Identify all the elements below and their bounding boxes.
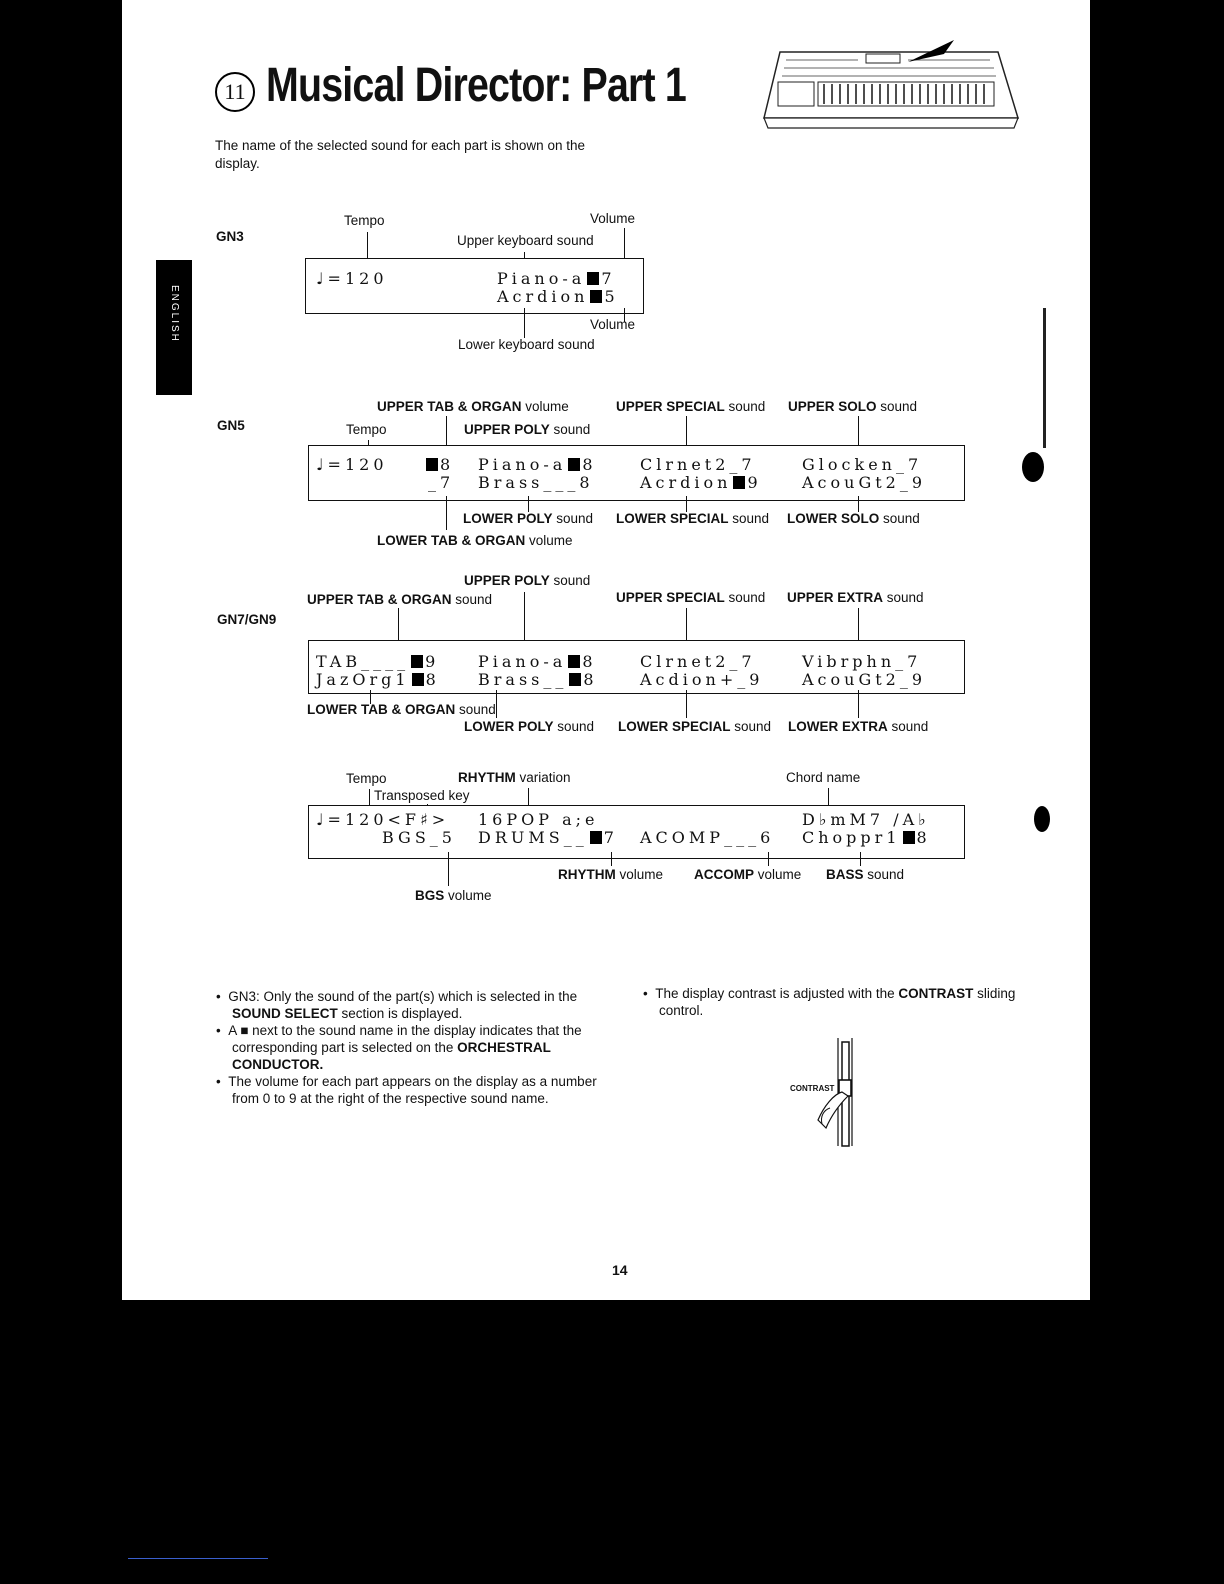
lcd-rhythm-variation: 16POP a;e	[478, 810, 599, 829]
selected-marker	[587, 272, 599, 285]
label-upper-extra-sound: UPPER EXTRA sound	[787, 590, 924, 605]
lcd-tab-volume: _7	[428, 473, 455, 492]
label-accomp-volume: ACCOMP volume	[694, 867, 802, 882]
language-side-tab	[156, 260, 192, 395]
label-upper-tab-organ-volume: UPPER TAB & ORGAN volume	[377, 399, 569, 414]
label-chord-name: Chord name	[786, 770, 861, 785]
binding-hole	[1022, 452, 1044, 482]
label-upper-solo-sound: UPPER SOLO sound	[788, 399, 918, 414]
lcd-special-sound: Clrnet2_7	[640, 455, 756, 474]
selected-marker	[568, 458, 580, 471]
label-volume: Volume	[590, 211, 636, 226]
lcd-special-sound: Acdion+_9	[640, 670, 764, 689]
note-item: • The display contrast is adjusted with the CONTRAST sliding control.	[643, 986, 1016, 1018]
lcd-extra-sound: AcouGt2_9	[802, 670, 927, 689]
label-tempo: Tempo	[344, 213, 385, 228]
lcd-sound: Acrdion 5	[497, 287, 619, 306]
keyboard-illustration	[758, 38, 1024, 130]
selected-marker	[733, 476, 745, 489]
lcd-solo-sound: AcouGt2_9	[802, 473, 927, 492]
label-lower-keyboard-sound: Lower keyboard sound	[458, 337, 595, 352]
binding-mark	[1043, 308, 1046, 448]
note-item: • The volume for each part appears on the display as a number from 0 to 9 at the right of the respective sound name.	[216, 1074, 597, 1106]
lcd-tempo-transpose: ♩=120<F♯>	[316, 810, 450, 829]
selected-marker	[411, 655, 423, 668]
selected-marker	[590, 831, 602, 844]
leader-line	[860, 852, 861, 866]
leader-line	[528, 496, 529, 512]
note-item: • A ■ next to the sound name in the display indicates that the corresponding part is selected on the ORCHESTRAL CONDUCTOR.	[216, 1023, 582, 1072]
label-tempo: Tempo	[346, 422, 387, 437]
label-lower-poly-sound: LOWER POLY sound	[463, 511, 594, 526]
side-tab-label: ENGLISH	[169, 285, 180, 343]
label-volume: Volume	[590, 317, 636, 332]
model-gn5: GN5	[217, 418, 245, 433]
lcd-sound: Piano-a 7	[497, 269, 616, 288]
page-number: 14	[612, 1262, 628, 1278]
leader-line	[624, 228, 625, 260]
label-lower-tab-organ-sound: LOWER TAB & ORGAN sound	[307, 702, 496, 717]
label-lower-special-sound: LOWER SPECIAL sound	[618, 719, 772, 734]
label-transposed-key: Transposed key	[374, 788, 470, 803]
lcd-bgs-volume: BGS_5	[382, 828, 456, 847]
label-lower-extra-sound: LOWER EXTRA sound	[788, 719, 929, 734]
lcd-poly-sound: Piano-a 8	[478, 652, 597, 671]
lcd-poly-sound: Brass___8	[478, 473, 594, 492]
label-lower-poly-sound: LOWER POLY sound	[464, 719, 595, 734]
label-bgs-volume: BGS volume	[415, 888, 492, 903]
selected-marker	[412, 673, 424, 686]
notes-right	[643, 985, 1035, 1019]
lcd-tempo: ♩=120	[316, 269, 388, 288]
label-lower-special-sound: LOWER SPECIAL sound	[616, 511, 770, 526]
label-lower-tab-organ-volume: LOWER TAB & ORGAN volume	[377, 533, 573, 548]
label-lower-solo-sound: LOWER SOLO sound	[787, 511, 920, 526]
label-upper-special-sound: UPPER SPECIAL sound	[616, 399, 766, 414]
lcd-poly-sound: Piano-a 8	[478, 455, 597, 474]
selected-marker	[568, 655, 580, 668]
selected-marker	[569, 673, 581, 686]
label-upper-poly-sound: UPPER POLY sound	[464, 573, 591, 588]
lcd-bass-sound: Choppr1 8	[802, 828, 931, 847]
lcd-chord-name: D♭mM7 /A♭	[802, 810, 930, 829]
label-upper-tab-organ-sound: UPPER TAB & ORGAN sound	[307, 592, 493, 607]
lcd-extra-sound: Vibrphn_7	[802, 652, 922, 671]
contrast-slider-illustration	[814, 1036, 864, 1148]
label-rhythm-variation: RHYTHM variation	[458, 770, 571, 785]
lcd-special-sound: Clrnet2_7	[640, 652, 756, 671]
lcd-tab-sound: TAB____ 9	[316, 652, 440, 671]
label-bass-sound: BASS sound	[826, 867, 905, 882]
notes-left	[216, 988, 606, 1107]
manual-page	[122, 0, 1090, 1300]
intro-text: The name of the selected sound for each part is shown on the display.	[215, 138, 585, 171]
selected-marker	[903, 831, 915, 844]
footer-link-line	[128, 1558, 268, 1559]
lcd-tempo: ♩=120	[316, 455, 388, 474]
leader-line	[686, 496, 687, 512]
lcd-solo-sound: Glocken_7	[802, 455, 923, 474]
leader-line	[686, 690, 687, 718]
lcd-tab-sound: JazOrg1 8	[316, 670, 440, 689]
leader-line	[858, 496, 859, 512]
page-title: Musical Director: Part 1	[266, 59, 686, 112]
label-upper-special-sound: UPPER SPECIAL sound	[616, 590, 766, 605]
model-gn3: GN3	[216, 229, 244, 244]
leader-line	[496, 690, 497, 718]
lcd-poly-sound: Brass__ 8	[478, 670, 598, 689]
contrast-label: CONTRAST	[790, 1084, 835, 1093]
label-upper-poly-sound: UPPER POLY sound	[464, 422, 591, 437]
note-item: • GN3: Only the sound of the part(s) which is selected in the SOUND SELECT section is displayed.	[216, 989, 578, 1021]
lcd-special-sound: Acrdion 9	[640, 473, 762, 492]
selected-marker	[590, 290, 602, 303]
label-tempo: Tempo	[346, 771, 387, 786]
lcd-tab-volume: 8	[424, 455, 454, 474]
label-upper-keyboard-sound: Upper keyboard sound	[457, 233, 594, 248]
leader-line	[448, 852, 449, 886]
lcd-accomp: ACOMP___6	[640, 828, 775, 847]
leader-line	[446, 496, 447, 530]
lcd-drums: DRUMS__ 7	[478, 828, 618, 847]
binding-hole	[1034, 806, 1050, 832]
label-rhythm-volume: RHYTHM volume	[558, 867, 664, 882]
section-number: 11	[215, 72, 255, 112]
leader-line	[768, 852, 769, 866]
leader-line	[858, 690, 859, 718]
leader-line	[524, 308, 525, 338]
model-gn7-gn9: GN7/GN9	[217, 612, 277, 627]
selected-marker	[426, 458, 438, 471]
leader-line	[611, 852, 612, 866]
